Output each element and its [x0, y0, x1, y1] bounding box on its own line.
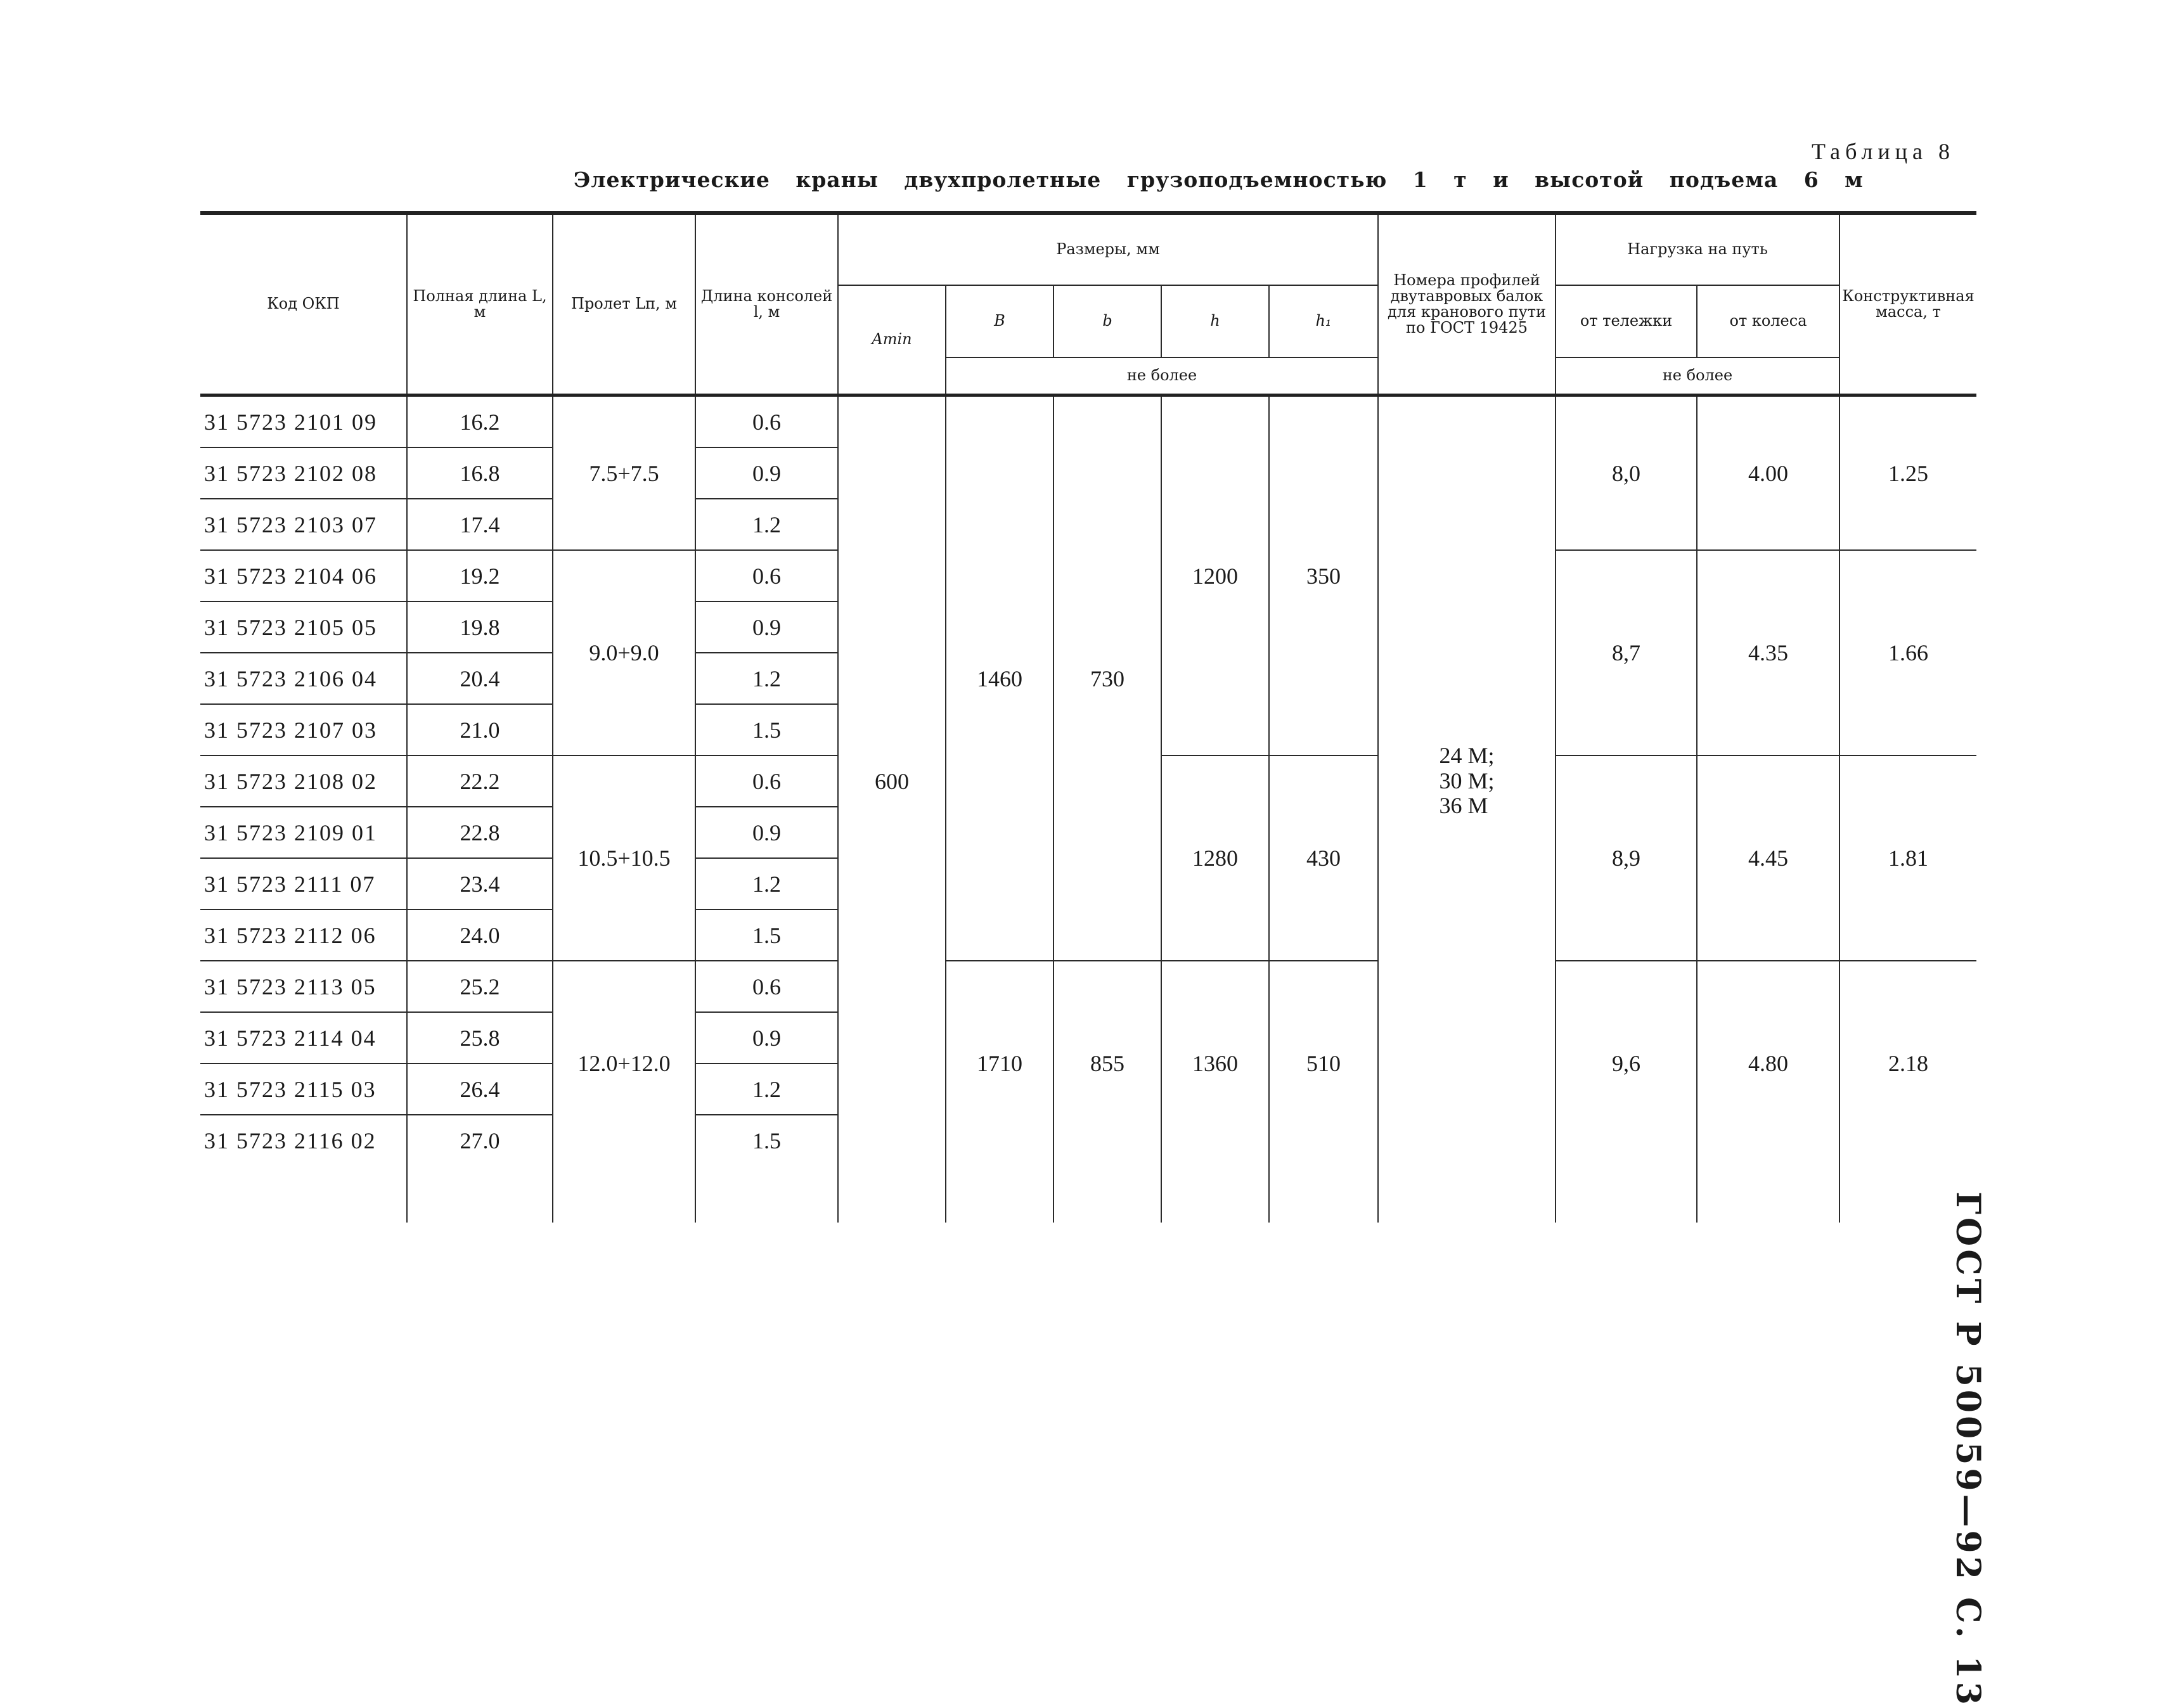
table-cell-h: 1360	[1161, 961, 1269, 1165]
table-cell-code: 31 5723 2101 09	[200, 395, 407, 448]
table-caption: Таблица 8	[1812, 139, 1955, 164]
table-cell-console: 0.6	[695, 550, 838, 601]
table-cell-console: 1.5	[695, 909, 838, 961]
table-cell-console: 1.5	[695, 1115, 838, 1165]
table-cell-code: 31 5723 2109 01	[200, 807, 407, 858]
table-cell-length: 24.0	[407, 909, 553, 961]
table-cell-length: 25.2	[407, 961, 553, 1012]
header-from-trolley: от тележки	[1556, 285, 1697, 357]
table-cell-load-wheel: 4.35	[1697, 550, 1839, 755]
header-not-more-load: не более	[1556, 357, 1839, 395]
header-mass: Конструктивная масса, т	[1839, 213, 1976, 395]
header-b-lower: b	[1053, 285, 1161, 357]
table-cell-console: 0.9	[695, 807, 838, 858]
header-span: Пролет Lп, м	[553, 213, 695, 395]
table-cell-length: 17.4	[407, 499, 553, 550]
table-cell-code: 31 5723 2115 03	[200, 1063, 407, 1115]
table-cell-b-lower: 855	[1053, 961, 1161, 1165]
table-cell-console: 0.9	[695, 447, 838, 499]
table-cell-code: 31 5723 2114 04	[200, 1012, 407, 1063]
table-cell-console: 1.2	[695, 653, 838, 704]
table-cell-console: 1.2	[695, 858, 838, 909]
table-cell-code: 31 5723 2113 05	[200, 961, 407, 1012]
table-filler	[1556, 1165, 1697, 1223]
header-h1: h₁	[1269, 285, 1378, 357]
table-filler	[200, 1165, 407, 1223]
table-cell-console: 0.9	[695, 601, 838, 653]
table-cell-length: 21.0	[407, 704, 553, 755]
table-cell-length: 19.2	[407, 550, 553, 601]
document-standard-label: ГОСТ Р 50059—92 С. 13	[1949, 1191, 1987, 1708]
header-load: Нагрузка на путь	[1556, 213, 1839, 285]
profile-item: 36 М	[1439, 793, 1488, 819]
table-cell-length: 20.4	[407, 653, 553, 704]
table-cell-code: 31 5723 2102 08	[200, 447, 407, 499]
table-cell-code: 31 5723 2112 06	[200, 909, 407, 961]
table-cell-mass: 2.18	[1839, 961, 1976, 1165]
table-cell-code: 31 5723 2105 05	[200, 601, 407, 653]
table-cell-b-upper: 1460	[946, 395, 1053, 961]
table-filler	[1269, 1165, 1378, 1223]
table-cell-length: 22.2	[407, 755, 553, 807]
table-filler	[946, 1165, 1053, 1223]
table-cell-console: 1.2	[695, 1063, 838, 1115]
table-cell-code: 31 5723 2104 06	[200, 550, 407, 601]
table-cell-length: 16.2	[407, 395, 553, 448]
table-cell-console: 0.9	[695, 1012, 838, 1063]
table-cell-load-trolley: 8,7	[1556, 550, 1697, 755]
header-h: h	[1161, 285, 1269, 357]
table-cell-h1: 350	[1269, 395, 1378, 756]
table-cell-load-trolley: 8,0	[1556, 395, 1697, 551]
crane-table	[200, 211, 1976, 1223]
table-filler	[1839, 1165, 1976, 1223]
table-cell-load-wheel: 4.45	[1697, 755, 1839, 961]
table-filler	[695, 1165, 838, 1223]
table-filler	[838, 1165, 946, 1223]
header-profiles: Номера профилей двутавровых балок для кранового пути по ГОСТ 19425	[1378, 213, 1556, 395]
table-cell-length: 19.8	[407, 601, 553, 653]
table-cell-code: 31 5723 2103 07	[200, 499, 407, 550]
table-filler	[1378, 1165, 1556, 1223]
header-code: Код ОКП	[200, 213, 407, 395]
table-cell-b-upper: 1710	[946, 961, 1053, 1165]
table-cell-code: 31 5723 2111 07	[200, 858, 407, 909]
table-cell-console: 0.6	[695, 755, 838, 807]
table-filler	[407, 1165, 553, 1223]
header-from-wheel: от колеса	[1697, 285, 1839, 357]
table-cell-load-wheel: 4.00	[1697, 395, 1839, 551]
table-cell-load-trolley: 8,9	[1556, 755, 1697, 961]
table-cell-span: 7.5+7.5	[553, 395, 695, 551]
header-not-more-dims: не более	[946, 357, 1378, 395]
table-cell-code: 31 5723 2107 03	[200, 704, 407, 755]
table-cell-b-lower: 730	[1053, 395, 1161, 961]
table-cell-h: 1280	[1161, 755, 1269, 961]
table-cell-length: 23.4	[407, 858, 553, 909]
table-cell-code: 31 5723 2106 04	[200, 653, 407, 704]
table-cell-span: 10.5+10.5	[553, 755, 695, 961]
table-cell-span: 12.0+12.0	[553, 961, 695, 1165]
table-cell-span: 9.0+9.0	[553, 550, 695, 755]
table-cell-load-trolley: 9,6	[1556, 961, 1697, 1165]
table-filler	[1697, 1165, 1839, 1223]
table-cell-console: 1.2	[695, 499, 838, 550]
table-cell-a-min: 600	[838, 395, 946, 1166]
table-cell-console: 0.6	[695, 961, 838, 1012]
table-cell-length: 25.8	[407, 1012, 553, 1063]
table-cell-console: 1.5	[695, 704, 838, 755]
table-cell-mass: 1.66	[1839, 550, 1976, 755]
header-full-length: Полная длина L, м	[407, 213, 553, 395]
table-filler	[1161, 1165, 1269, 1223]
table-cell-console: 0.6	[695, 395, 838, 448]
profile-item: 30 М;	[1439, 767, 1495, 793]
table-cell-length: 26.4	[407, 1063, 553, 1115]
header-dimensions: Размеры, мм	[838, 213, 1378, 285]
table-filler	[553, 1165, 695, 1223]
table-cell-h1: 510	[1269, 961, 1378, 1165]
profile-item: 24 М;	[1439, 742, 1495, 768]
table-cell-h: 1200	[1161, 395, 1269, 756]
table-cell-load-wheel: 4.80	[1697, 961, 1839, 1165]
table-filler	[1053, 1165, 1161, 1223]
table-title: Электрические краны двухпролетные грузоподъемностью 1 т и высотой подъема 6 м	[574, 167, 1864, 192]
table-cell-length: 27.0	[407, 1115, 553, 1165]
header-a-min: Amin	[838, 285, 946, 395]
table-cell-length: 16.8	[407, 447, 553, 499]
table-cell-code: 31 5723 2116 02	[200, 1115, 407, 1165]
table-cell-profiles	[1378, 395, 1556, 1166]
table-cell-h1: 430	[1269, 755, 1378, 961]
table-cell-mass: 1.81	[1839, 755, 1976, 961]
header-b-upper: B	[946, 285, 1053, 357]
table-cell-code: 31 5723 2108 02	[200, 755, 407, 807]
table-cell-length: 22.8	[407, 807, 553, 858]
header-console: Длина консолей l, м	[695, 213, 838, 395]
table-cell-mass: 1.25	[1839, 395, 1976, 551]
